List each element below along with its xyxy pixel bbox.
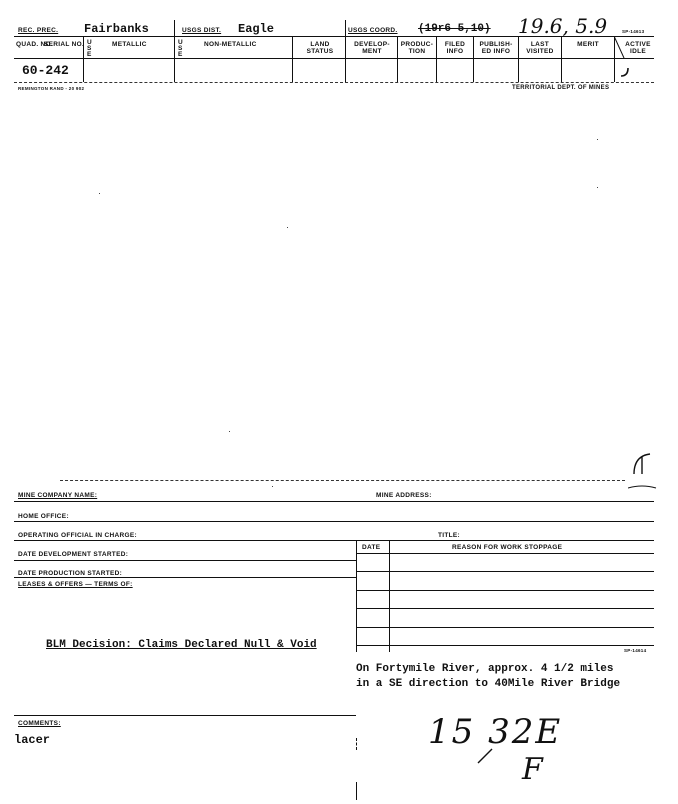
- table-rule: [356, 553, 654, 554]
- form-rule: [14, 577, 356, 578]
- date-production-started-label: DATE PRODUCTION STARTED:: [18, 570, 123, 577]
- col-filed-info: FILED INFO: [444, 41, 466, 55]
- active-idle-diagonal: [614, 36, 654, 58]
- col-development: DEVELOP- MENT: [354, 41, 390, 55]
- comments-label: COMMENTS:: [18, 720, 61, 727]
- form-rule: [14, 715, 356, 716]
- table-rule: [356, 608, 654, 609]
- col-sep: [292, 36, 293, 82]
- handwritten-letter: F: [522, 752, 543, 787]
- table-border: [356, 540, 357, 652]
- col-merit: MERIT: [577, 41, 599, 48]
- rec-prec-value: Fairbanks: [84, 22, 149, 36]
- scan-speck: [272, 486, 273, 487]
- scan-speck: [597, 187, 598, 188]
- form-rule: [14, 560, 356, 561]
- top-rule-1: [14, 36, 654, 37]
- col-sep: [561, 36, 562, 82]
- table-rule: [356, 627, 654, 628]
- usgs-dist-label: USGS DIST.: [182, 27, 222, 34]
- mine-company-name-label: MINE COMPANY NAME:: [18, 492, 98, 499]
- handwritten-corner-mark: [628, 450, 658, 498]
- form-number: SP-14613: [622, 29, 645, 34]
- top-rule-2: [14, 58, 654, 59]
- date-column-header: DATE: [362, 544, 381, 551]
- quad-serial-value: 60-242: [22, 63, 69, 78]
- reason-column-header: REASON FOR WORK STOPPAGE: [452, 544, 563, 551]
- top-dashed-rule: [14, 82, 654, 83]
- col-active-idle: ACTIVE IDLE: [625, 41, 651, 55]
- location-line-1: On Fortymile River, approx. 4 1/2 miles: [356, 663, 614, 675]
- col-metallic: METALLIC: [112, 41, 147, 48]
- usgs-coord-struck: (19r6 5,10): [418, 23, 491, 35]
- handwritten-number: 15 32E: [428, 712, 563, 752]
- col-serial-no: SERIAL NO.: [44, 41, 85, 48]
- col-sep: [436, 36, 437, 82]
- col-land-status: LAND STATUS: [306, 41, 334, 55]
- title-label: TITLE:: [438, 532, 461, 539]
- col-production: PRODUC- TION: [400, 41, 434, 55]
- table-rule: [356, 571, 654, 572]
- usgs-dist-value: Eagle: [238, 22, 275, 36]
- bottom-form-number: SP-14614: [624, 648, 647, 653]
- blm-decision-text: BLM Decision: Claims Declared Null & Void: [46, 639, 317, 651]
- footer-remington: REMINGTON RAND - 20 902: [18, 86, 85, 91]
- col-last-visited: LAST VISITED: [526, 41, 554, 55]
- col-quad-no: QUAD. NO.: [16, 41, 54, 48]
- scan-speck: [287, 227, 288, 228]
- col-sep: [397, 36, 398, 82]
- mine-address-label: MINE ADDRESS:: [376, 492, 432, 499]
- col-use-1: U S E: [87, 39, 92, 58]
- rec-prec-label: REC. PREC.: [18, 27, 59, 34]
- comments-value: lacer: [14, 733, 51, 747]
- col-sep: [473, 36, 474, 82]
- col-sep: [518, 36, 519, 82]
- table-rule: [356, 645, 654, 646]
- table-border: [389, 540, 390, 652]
- col-sep: [83, 36, 84, 82]
- form-rule: [14, 501, 654, 502]
- leases-offers-label: LEASES & OFFERS — TERMS OF:: [18, 581, 133, 588]
- home-office-label: HOME OFFICE:: [18, 513, 69, 520]
- scan-speck: [597, 139, 598, 140]
- footer-territorial: TERRITORIAL DEPT. OF MINES: [512, 85, 610, 91]
- usgs-coord-handwritten: 19.6, 5.9: [518, 14, 608, 38]
- active-idle-check-mark: [618, 64, 632, 78]
- location-line-2: in a SE direction to 40Mile River Bridge: [356, 678, 621, 690]
- scan-mark: [356, 782, 357, 800]
- bottom-card-edge: [60, 480, 625, 481]
- col-sep: [174, 20, 175, 82]
- operating-official-label: OPERATING OFFICIAL IN CHARGE:: [18, 532, 137, 539]
- form-rule: [14, 521, 654, 522]
- col-sep: [345, 20, 346, 82]
- scan-mark: [356, 738, 357, 750]
- form-rule: [14, 540, 654, 541]
- table-rule: [356, 590, 654, 591]
- col-non-metallic: NON-METALLIC: [204, 41, 257, 48]
- handwritten-tick: [476, 745, 496, 765]
- usgs-coord-label: USGS COORD.: [348, 27, 398, 34]
- scan-speck: [99, 193, 100, 194]
- col-use-2: U S E: [178, 39, 183, 58]
- scan-speck: [229, 431, 230, 432]
- col-published-info: PUBLISH- ED INFO: [479, 41, 513, 55]
- date-development-started-label: DATE DEVELOPMENT STARTED:: [18, 551, 129, 558]
